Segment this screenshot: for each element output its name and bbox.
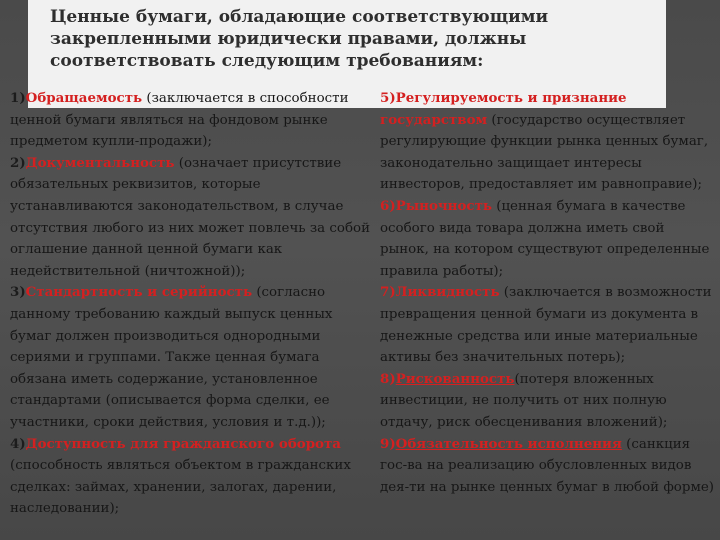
requirement-item (10, 434, 370, 520)
item-term: Рыночность (395, 197, 492, 214)
item-text: (санкция гос-ва на реализацию обусловленных видов дея-ти на рынке ценных бумаг в любой форме) (380, 436, 715, 495)
requirement-item (10, 282, 370, 433)
item-term: Регулируемость и признание государством (380, 90, 627, 128)
item-number: 9) (380, 435, 396, 452)
item-term: Документальность (25, 154, 175, 171)
item-number: 6) (380, 197, 396, 214)
item-text: (ценная бумага в качестве особого вида товара должна иметь свой рынок, на котором существуют определенные правила работы); (380, 198, 710, 279)
requirement-item (380, 196, 715, 282)
item-number: 7) (380, 284, 396, 301)
requirement-item (10, 88, 370, 153)
item-term: Рискованность (395, 370, 515, 387)
item-term: Обязательность исполнения (395, 435, 622, 452)
item-term: Ликвидность (395, 284, 500, 301)
item-term: Доступность для гражданского оборота (25, 435, 341, 452)
requirement-item (10, 153, 370, 283)
requirement-item (380, 88, 715, 196)
left-column (10, 88, 370, 520)
item-number: 1) (10, 90, 26, 106)
item-number: 5) (380, 90, 396, 106)
slide-title: Ценные бумаги, обладающие соответствующими закрепленными юридически правами, должны соответствовать следующим требованиям: (50, 7, 549, 71)
item-text: (государство осуществляет регулирующие функции рынка ценных бумаг, законодательно защищает интересы инвесторов, предоставляет им равноправие); (380, 112, 709, 193)
item-term: Обращаемость (25, 90, 143, 106)
item-number: 4) (10, 435, 26, 452)
item-text: (способность являться объектом в гражданских сделках: займах, хранении, залогах, дарении, наследовании); (10, 458, 351, 517)
item-number: 3) (10, 284, 26, 301)
item-text: (заключается в способности ценной бумаги являться на фондовом рынке предметом купли-продажи); (10, 91, 349, 150)
item-text: (потеря вложенных инвестиции, не получить от них полную отдачу, риск обесценивания вложений); (380, 371, 668, 430)
item-number: 8) (380, 370, 396, 387)
requirement-item (380, 282, 715, 368)
requirement-item (380, 434, 715, 499)
item-text: (согласно данному требованию каждый выпуск ценных бумаг должен производиться однородными сериями и группами. Также ценная бумага обязана иметь содержание, установленное стандартами (описывается форма сделки, ее участники, сроки действия, условия и т.д.)); (10, 285, 333, 430)
item-text: (означает присутствие обязательных реквизитов, которые устанавливаются законодательством, в случае отсутствия любого из них может повлечь за собой оглашение данной ценной бумаги как недействительной (ничтожной)); (10, 155, 370, 279)
item-number: 2) (10, 154, 26, 171)
right-column (380, 88, 715, 498)
requirement-item (380, 369, 715, 434)
item-text: (заключается в возможности превращения ценной бумаги из документа в денежные средства или иные материальные активы без значительных потерь); (380, 285, 712, 366)
item-term: Стандартность и серийность (25, 284, 253, 301)
